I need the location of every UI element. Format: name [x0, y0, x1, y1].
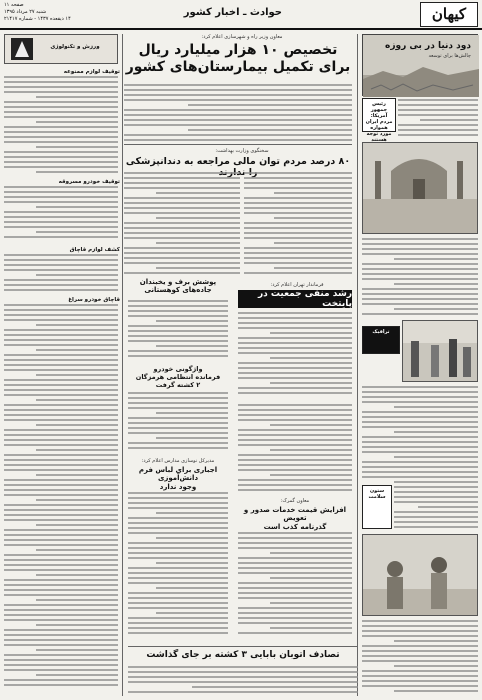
traffic-photo — [402, 320, 478, 382]
uniform-story-headline[interactable] — [128, 466, 228, 491]
left-column-title: ورزش و تکنولوژی — [50, 44, 100, 50]
population-story-body — [238, 312, 352, 400]
issue-number: ۱۴ ذیقعده ۱۴۳۷ - شماره ۲۱۴۱۷ — [4, 16, 71, 22]
teaser-title: دود دنیا در بی روزه — [385, 41, 471, 51]
dental-story-body-col-1 — [124, 172, 240, 280]
left-story-4 — [4, 304, 118, 694]
price-headline-line-2: گذرنامه کذب است — [263, 522, 327, 531]
teaser-box[interactable] — [362, 34, 478, 96]
dental-story-body-col-2 — [244, 172, 352, 280]
dental-story-kicker: سخنگوی وزارت بهداشت: — [215, 148, 269, 154]
left-story-2 — [4, 186, 118, 244]
column-rule-right — [357, 34, 358, 696]
banner-kicker: فرماندار تهران اعلام کرد: — [270, 282, 324, 288]
left-subhead-1: توقیف لوازم ممنوعه — [63, 69, 120, 75]
left-subhead-3: کشف لوازم قاچاق — [69, 247, 120, 253]
teaser-subtitle: چالش‌ها برای توسعه — [428, 53, 471, 59]
left-story-1 — [4, 76, 118, 176]
crash-headline-line-2: فرمانده انتظامی هرمزگان — [135, 372, 221, 381]
crash-headline-line-1: واژگونی خودرو — [153, 365, 203, 373]
crash-story-body — [128, 392, 228, 452]
health-column-box: ستون سلامت — [362, 485, 392, 529]
price-story-headline[interactable] — [238, 506, 352, 531]
rain-story-headline-line-2: جاده‌های کوهستانی — [144, 286, 212, 295]
bottom-story-body — [128, 666, 358, 696]
top-story-body — [124, 84, 352, 144]
top-story-kicker: معاون وزیر راه و شهرسازی اعلام کرد: — [201, 34, 283, 40]
issue-date: شنبه ۲۷ مرداد ۱۳۹۵ — [4, 9, 47, 15]
left-story-3 — [4, 254, 118, 294]
column-rule-left — [122, 34, 123, 696]
rain-story-body — [128, 300, 228, 360]
top-story-headline-line-1: تخصیص ۱۰ هزار میلیارد ریال — [138, 42, 338, 58]
uniform-headline-line-2: وجود ندارد — [159, 482, 197, 491]
issue-info — [4, 2, 71, 23]
bottom-story-headline[interactable]: تصادف اتوبان بابایی ۳ کشته بر جای گذاشت — [146, 650, 340, 660]
top-story-rule — [124, 144, 352, 145]
health-column-text — [394, 486, 478, 530]
rain-story-headline-line-1: پوشش برف و یخبندان — [139, 278, 217, 286]
uniform-headline-line-1: اجباری برای لباس فرم دانش‌آموزی — [138, 466, 218, 483]
issue-page: صفحه ۱۱ — [4, 2, 24, 8]
mosque-photo — [362, 142, 478, 234]
crash-headline-line-3: ۲ کشته گرفت — [155, 380, 201, 389]
section-title: حوادث ـ اخبار کشور — [183, 7, 282, 18]
top-story-headline[interactable] — [124, 42, 352, 76]
price-story-body — [238, 532, 352, 642]
left-subhead-2: توقیف خودرو مسروقه — [58, 179, 120, 185]
newspaper-logo[interactable]: کیهان — [420, 2, 478, 27]
left-ad-box[interactable] — [4, 34, 118, 64]
right-column-text — [362, 386, 478, 484]
price-story-kicker: معاون گمرک: — [280, 498, 310, 504]
uniform-story-body — [128, 492, 228, 642]
dental-story-headline[interactable]: ۸۰ درصد مردم توان مالی مراجعه به دندانپزشکی — [125, 156, 351, 167]
side-caption-box: رئیس جمهور آمریکا: مردم ایران همواره مورد توجه هستند — [362, 98, 396, 132]
hospital-photo — [362, 534, 478, 616]
bottom-rule — [128, 646, 358, 647]
price-headline-line-1: افزایش قیمت خدمات صدور و تعویض — [243, 506, 347, 523]
rain-story-headline[interactable] — [128, 278, 228, 295]
left-subhead-4: قاچاق خودرو سراغ — [68, 297, 120, 303]
traffic-label: ترافیک — [362, 326, 400, 354]
population-banner[interactable]: رشد منفی جمعیت در پایتخت — [238, 290, 352, 308]
hospital-story-text — [362, 620, 478, 696]
masthead — [0, 0, 482, 30]
side-story-text — [362, 238, 478, 318]
top-story-headline-line-2: برای تکمیل بیمارستان‌های کشور — [125, 58, 351, 75]
middle-story-body — [238, 404, 352, 494]
uniform-story-kicker: مدیرکل نوسازی مدارس اعلام کرد: — [141, 458, 215, 464]
side-brief-text — [398, 99, 478, 139]
crash-story-headline[interactable] — [128, 366, 228, 389]
